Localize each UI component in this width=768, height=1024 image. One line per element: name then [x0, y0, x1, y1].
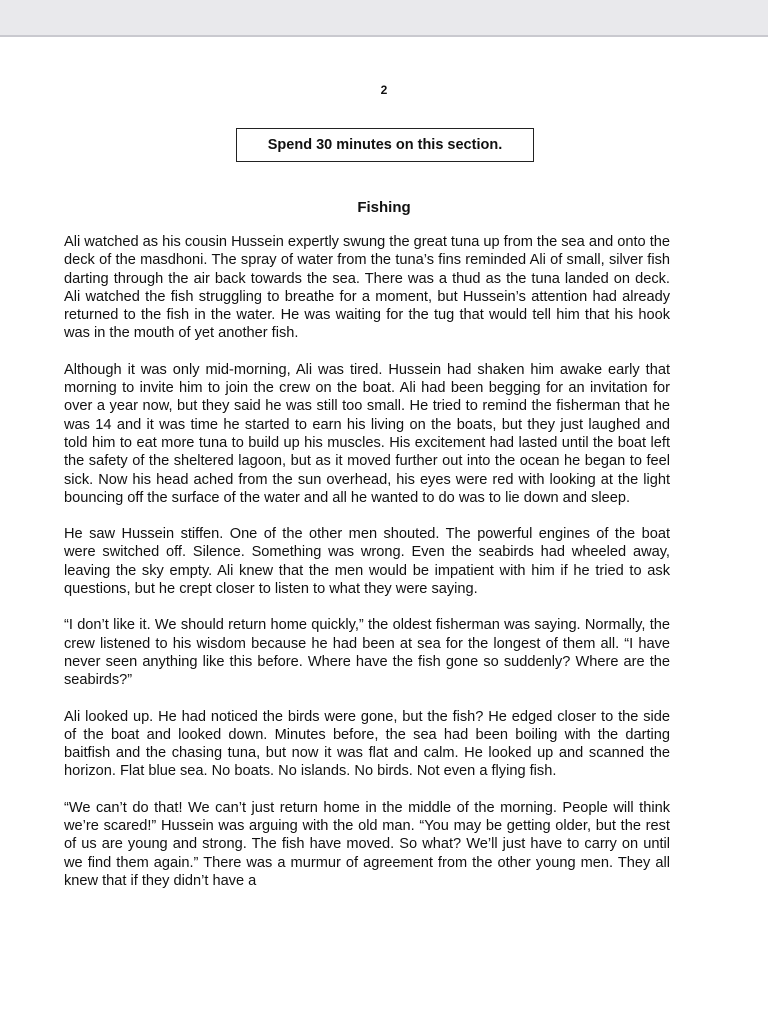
paragraph: He saw Hussein stiffen. One of the other men shouted. The powerful engines of the boat were switched off. Silence. Something was wrong. Even the seabirds had wheeled away, leaving the sky empty. Ali knew that the men would be impatient with him if he tried to ask questions, but he crept closer to listen to what they were saying. [64, 526, 670, 598]
instruction-text: Spend 30 minutes on this section. [267, 137, 503, 153]
page-number: 2 [380, 83, 388, 97]
story-body [64, 233, 670, 908]
paragraph: Although it was only mid-morning, Ali was tired. Hussein had shaken him awake early that morning to invite him to join the crew on the boat. Ali had been begging for an invitation for over a year now, but they said he was still too small. He tried to remind the fisherman that he was 14 and it was time he started to earn his living on the boats, but they just laughed and told him to eat more tuna to build up his muscles. His excitement had lasted until the boat left the safety of the sheltered lagoon, but as it moved further out into the ocean he began to feel sick. Now his head ached from the sun overhead, his eyes were red with looking at the light bouncing off the surface of the water and all he wanted to do was to lie down and sleep. [64, 361, 670, 506]
paragraph: “We can’t do that! We can’t just return home in the middle of the morning. People will think we’re scared!” Hussein was arguing with the old man. “You may be getting older, but the rest of us are young and strong. The fish have moved. So what? We’ll just have to carry on until we find them again.” There was a murmur of agreement from the other young men. They all knew that if they didn’t have a [64, 799, 670, 889]
document-page [0, 35, 768, 1024]
paragraph: Ali looked up. He had noticed the birds were gone, but the fish? He edged closer to the side of the boat and looked down. Minutes before, the sea had been boiling with the darting baitfish and the chasing tuna, but now it was flat and calm. He looked up and scanned the horizon. Flat blue sea. No boats. No islands. No birds. Not even a flying fish. [64, 708, 670, 780]
paragraph: “I don’t like it. We should return home quickly,” the oldest fisherman was saying. Normally, the crew listened to his wisdom because he had been at sea for the longest of them all. “I have never seen anything like this before. Where have the fish gone so suddenly? Where are the seabirds?” [64, 617, 670, 689]
instruction-box [236, 128, 534, 162]
story-title: Fishing [357, 199, 411, 216]
paragraph: Ali watched as his cousin Hussein expertly swung the great tuna up from the sea and onto the deck of the masdhoni. The spray of water from the tuna’s fins reminded Ali of small, silver fish darting through the air back towards the sea. There was a thud as the tuna landed on deck. Ali watched the fish struggling to breathe for a moment, but Hussein’s attention had already returned to the fish in the water. He was waiting for the tug that would tell him that his hook was in the mouth of yet another fish. [64, 234, 670, 342]
